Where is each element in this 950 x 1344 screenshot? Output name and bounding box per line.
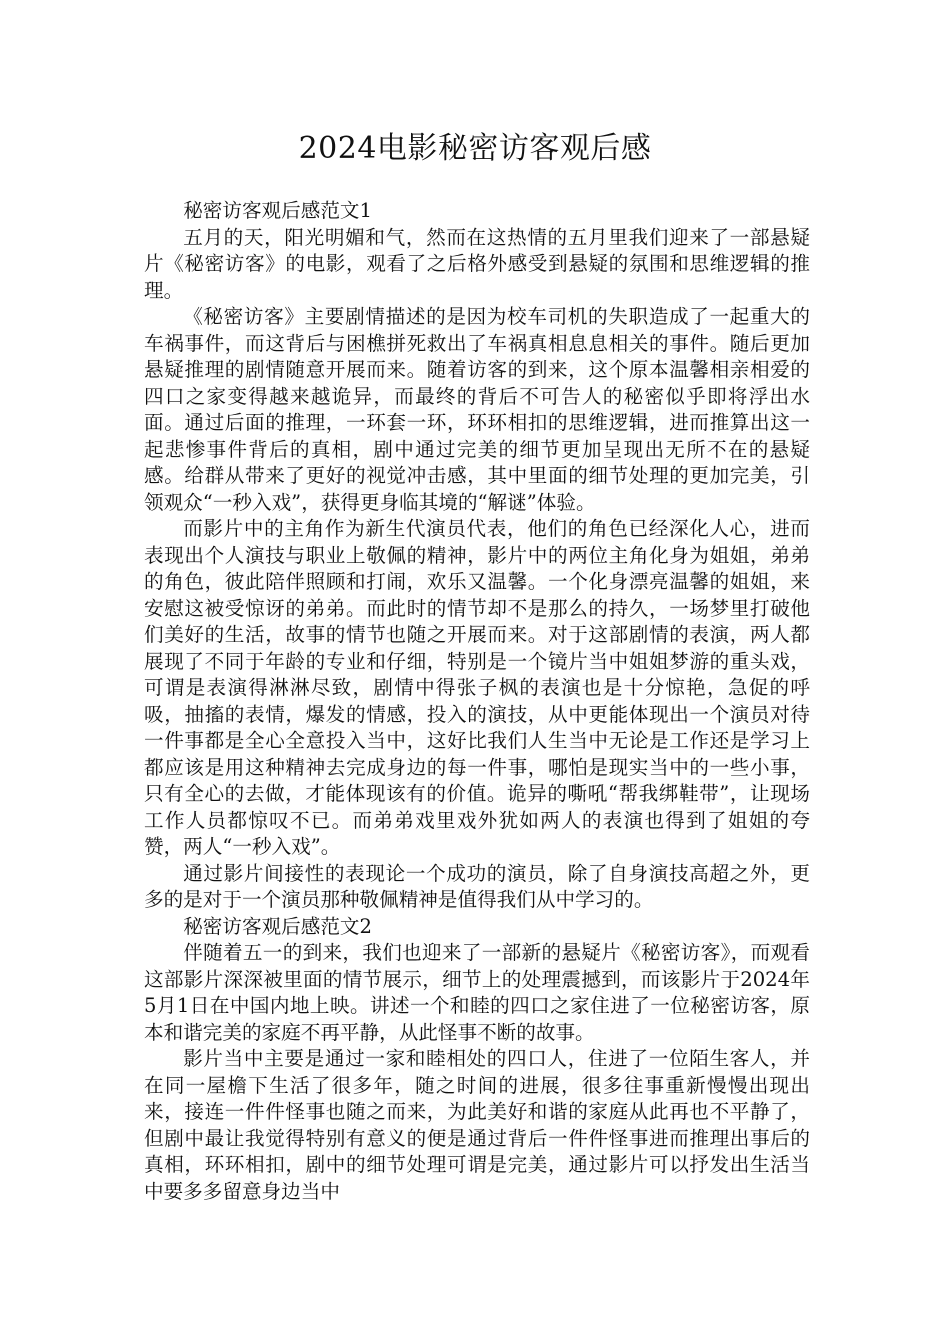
paragraph: 伴随着五一的到来，我们也迎来了一部新的悬疑片《秘密访客》，而观看这部影片深深被里面的情节展示，细节上的处理震撼到，而该影片于2024年5月1日在中国内地上映。讲述一个和睦的四口之家住进了一位秘密访客，原本和谐完美的家庭不再平静，从此怪事不断的故事。 [144, 941, 810, 1044]
paragraph: 影片当中主要是通过一家和睦相处的四口人，住进了一位陌生客人，并在同一屋檐下生活了很多年，随之时间的进展，很多往事重新慢慢出现出来，接连一件件怪事也随之而来，为此美好和谐的家庭从此再也不平静了，但剧中最让我觉得特别有意义的便是通过背后一件件怪事进而推理出事后的真相，环环相扣，剧中的细节处理可谓是完美，通过影片可以抒发出生活当中要多多留意身边当中 [144, 1047, 810, 1203]
document-title: 2024电影秘密访客观后感 [298, 131, 652, 166]
paragraph: 通过影片间接性的表现论一个成功的演员，除了自身演技高超之外，更多的是对于一个演员那种敬佩精神是值得我们从中学习的。 [144, 861, 810, 911]
paragraph: 《秘密访客》主要剧情描述的是因为校车司机的失职造成了一起重大的车祸事件，而这背后与困樵拼死救出了车祸真相息息相关的事件。随后更加悬疑推理的剧情随意开展而来。随着访客的到来，这个原本温馨相亲相爱的四口之家变得越来越诡异，而最终的背后不可告人的秘密似乎即将浮出水面。通过后面的推理，一环套一环，环环相扣的思维逻辑，进而推算出这一起悲惨事件背后的真相，剧中通过完美的细节更加呈现出无所不在的悬疑感。给群从带来了更好的视觉冲击感，其中里面的细节处理的更加完美，引领观众“一秒入戏”，获得更身临其境的“解谜”体验。 [144, 305, 810, 514]
section-heading-1: 秘密访客观后感范文1 [183, 199, 372, 222]
paragraph: 五月的天，阳光明媚和气，然而在这热情的五月里我们迎来了一部悬疑片《秘密访客》的电影，观看了之后格外感受到悬疑的氛围和思维逻辑的推理。 [144, 225, 810, 302]
document-body [144, 198, 810, 1205]
section-heading-2: 秘密访客观后感范文2 [183, 914, 372, 938]
paragraph: 而影片中的主角作为新生代演员代表，他们的角色已经深化人心，进而表现出个人演技与职业上敬佩的精神，影片中的两位主角化身为姐姐，弟弟的角色，彼此陪伴照顾和打闹，欢乐又温馨。一个化身漂亮温馨的姐姐，来安慰这被受惊讶的弟弟。而此时的情节却不是那么的持久，一场梦里打破他们美好的生活，故事的情节也随之开展而来。对于这部剧情的表演，两人都展现了不同于年龄的专业和仔细，特别是一个镜片当中姐姐梦游的重头戏，可谓是表演得淋淋尽致，剧情中得张子枫的表演也是十分惊艳，急促的呼吸，抽搐的表情，爆发的情感，投入的演技，从中更能体现出一个演员对待一件事都是全心全意投入当中，这好比我们人生当中无论是工作还是学习上都应该是用这种精神去完成身边的每一件事，哪怕是现实当中的一些小事，只有全心的去做，才能体现该有的价值。诡异的嘶吼“帮我绑鞋带”，让现场工作人员都惊叹不已。而弟弟戏里戏外犹如两人的表演也得到了姐姐的夸赞，两人“一秒入戏”。 [144, 517, 810, 858]
